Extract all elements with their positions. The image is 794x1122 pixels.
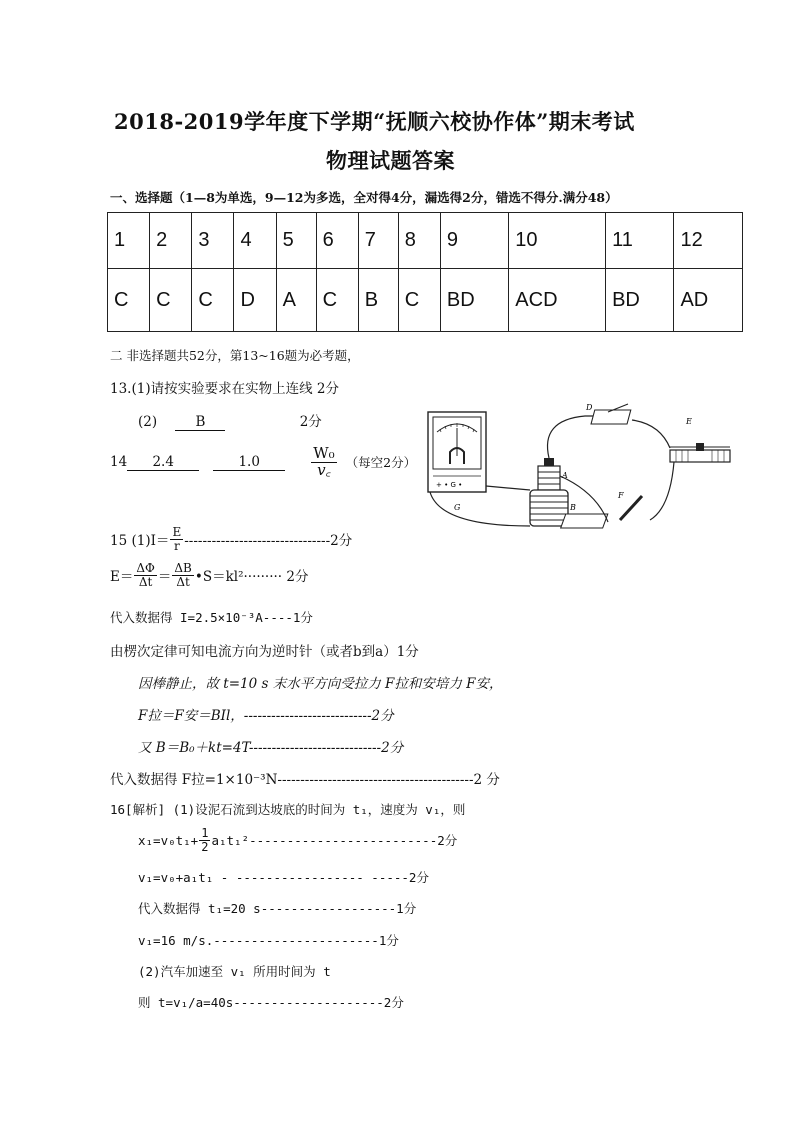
q14-line (110, 446, 416, 479)
q15-frac-er (170, 526, 183, 552)
q14-answer-2: 1.0 (213, 454, 285, 471)
table-cell-answer: D (234, 269, 276, 332)
table-cell-answer: B (358, 269, 398, 332)
q14-answer-1: 2.4 (127, 454, 199, 471)
frac-den: Δt (138, 574, 153, 589)
q13-answer: B (175, 414, 225, 431)
q15-l2-eq: ＝ (157, 569, 172, 586)
q15-line2 (110, 562, 308, 588)
table-cell-answer: ACD (509, 269, 606, 332)
q15-line5: 因棒静止，故 t=10 s 末水平方向受拉力 F拉和安培力 F安， (138, 676, 503, 692)
q16-line6: (2)汽车加速至 v₁ 所用时间为 t (138, 964, 331, 979)
circuit-figure (420, 398, 750, 538)
label-g: G (454, 503, 461, 512)
wire-e-f (650, 462, 674, 520)
table-cell-number: 7 (358, 213, 398, 269)
table-cell-answer: C (398, 269, 440, 332)
q14-fraction (311, 446, 336, 479)
q15-l2-suffix: •S＝kl²········· 2分 (194, 569, 309, 586)
frac-num: E (172, 525, 182, 539)
q14-frac-num: W₀ (313, 444, 335, 462)
table-cell-answer: C (316, 269, 358, 332)
section-1-heading: 一、选择题（1—8为单选，9—12为多选，全对得4分，漏选得2分，错选不得分.满分48） (110, 190, 618, 205)
q15-line8: 代入数据得 F拉=1×10⁻³N-------------------------------------------2 分 (110, 772, 500, 788)
table-cell-number: 8 (398, 213, 440, 269)
q16-line3: v₁=v₀+a₁t₁ - ----------------- -----2分 (138, 870, 429, 885)
battery-f-base (561, 514, 608, 528)
galvanometer-terminal-label: + • G • (436, 481, 463, 489)
q15-l2-prefix: E＝ (110, 569, 134, 586)
q16-line4: 代入数据得 t₁=20 s------------------1分 (138, 901, 417, 916)
wire-d-e (632, 420, 670, 448)
q13-part2-label: (2) (138, 414, 158, 430)
page-title: 2018-2019学年度下学期“抚顺六校协作体”期末考试 (114, 109, 635, 134)
table-cell-number: 4 (234, 213, 276, 269)
frac-num: 1 (201, 826, 209, 840)
table-cell-number: 12 (674, 213, 743, 269)
q16-line1: 16[解析] (1)设泥石流到达坡底的时间为 t₁，速度为 v₁，则 (110, 802, 466, 817)
frac-num: ΔΦ (136, 561, 155, 575)
q14-frac-den: v꜀ (317, 460, 331, 479)
wire-g-top (486, 486, 530, 490)
q16-l2-suffix: a₁t₁²-------------------------2分 (211, 833, 458, 849)
label-f: F (618, 491, 624, 500)
table-cell-answer: BD (440, 269, 508, 332)
label-a: A (562, 471, 568, 480)
q15-frac-b (172, 562, 193, 588)
switch-d-base (591, 410, 631, 424)
table-cell-answer: AD (674, 269, 743, 332)
q13-line2 (138, 410, 322, 431)
q16-line7: 则 t=v₁/a=40s--------------------2分 (138, 995, 404, 1010)
section-2-heading: 二 非选择题共52分，第13~16题为必考题， (110, 348, 360, 363)
q14-label: 14 (110, 454, 128, 471)
q15-line4: 由楞次定律可知电流方向为逆时针（或者b到a）1分 (110, 644, 419, 660)
q16-line5: v₁=16 m/s.----------------------1分 (138, 933, 399, 948)
q15-l1-suffix: --------------------------------2分 (184, 533, 353, 550)
table-cell-number: 9 (440, 213, 508, 269)
frac-den: 2 (201, 839, 209, 854)
q13-score: 2分 (299, 414, 322, 430)
label-d: D (586, 403, 593, 412)
table-cell-number: 11 (606, 213, 674, 269)
rheostat-e (670, 450, 730, 462)
answer-table (107, 212, 743, 332)
wire-g-bottom (430, 492, 530, 526)
q16-frac-half (199, 827, 210, 853)
frac-den: Δt (176, 574, 190, 589)
wire-a-d (548, 416, 599, 458)
q15-frac-phi (134, 562, 157, 588)
label-b: B (570, 503, 576, 512)
page-subtitle: 物理试题答案 (326, 148, 455, 173)
table-row (108, 269, 743, 332)
table-cell-number: 3 (192, 213, 234, 269)
q15-l1-prefix: 15 (1)I＝ (110, 533, 170, 550)
table-cell-number: 10 (509, 213, 606, 269)
q15-line1 (110, 526, 352, 552)
label-e: E (686, 417, 692, 426)
coil-a-terminal (544, 458, 554, 466)
q15-line7: 又 B＝B₀＋kt=4T-----------------------------2分 (138, 740, 404, 756)
table-cell-answer: C (108, 269, 150, 332)
table-cell-answer: BD (606, 269, 674, 332)
frac-den: r (173, 538, 180, 553)
q16-l2-prefix: x₁=v₀t₁+ (138, 832, 199, 848)
table-cell-answer: A (276, 269, 316, 332)
q15-line3: 代入数据得 I=2.5×10⁻³A----1分 (110, 610, 313, 625)
table-cell-number: 1 (108, 213, 150, 269)
table-cell-number: 2 (150, 213, 192, 269)
q16-line2 (138, 827, 457, 853)
q15-line6: F拉＝F安＝BIl，----------------------------2分 (138, 708, 394, 724)
table-cell-answer: C (150, 269, 192, 332)
table-row (108, 213, 743, 269)
frac-num: ΔB (174, 561, 192, 575)
table-cell-number: 6 (316, 213, 358, 269)
table-cell-answer: C (192, 269, 234, 332)
table-cell-number: 5 (276, 213, 316, 269)
q14-score: （每空2分） (345, 455, 417, 471)
q13-line1: 13.(1)请按实验要求在实物上连线 2分 (110, 381, 339, 397)
